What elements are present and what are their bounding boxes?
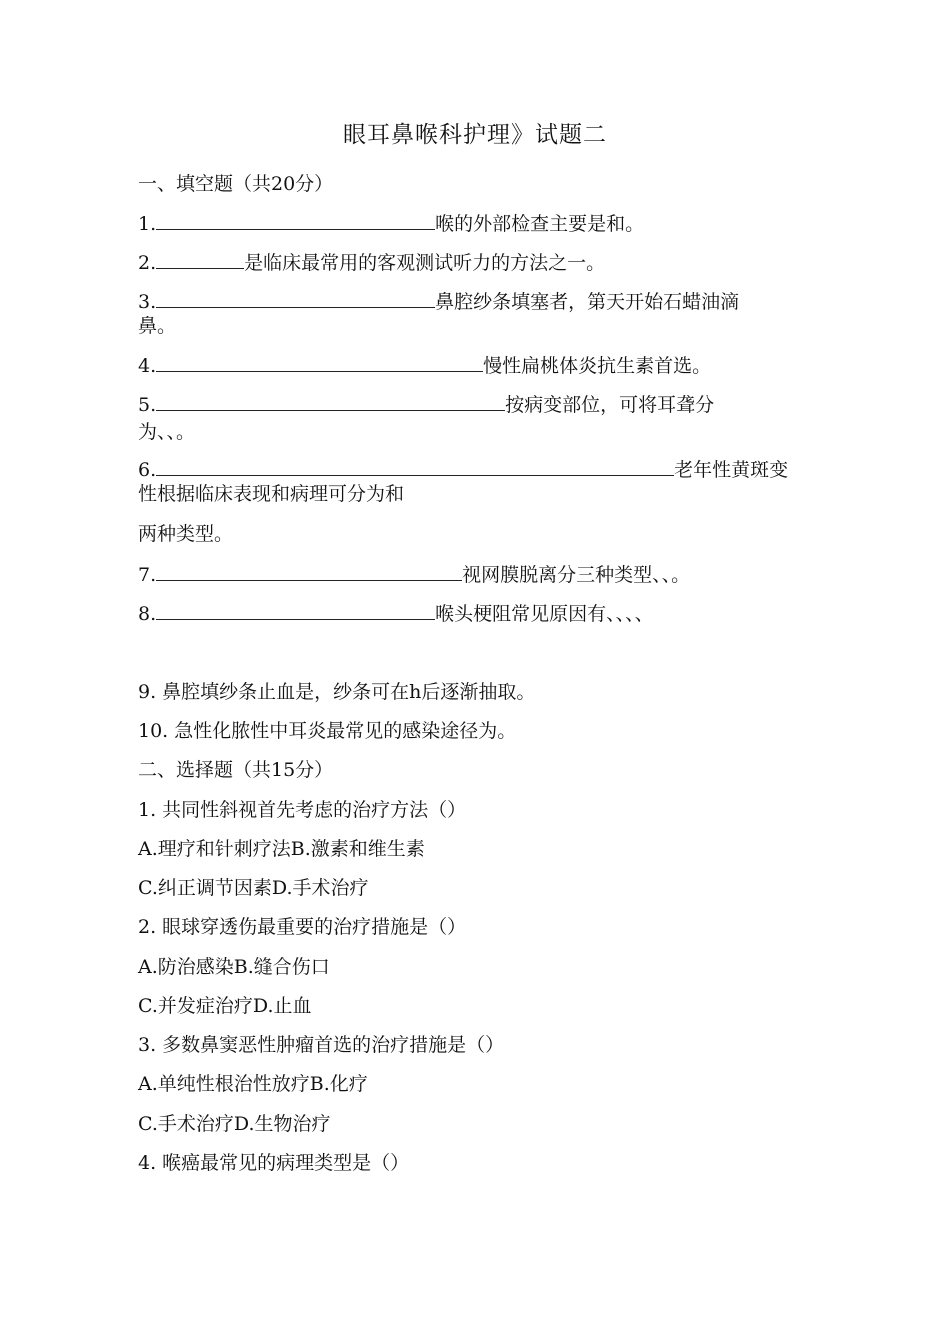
answer-blank [156,353,483,372]
choice-question-2: 2. 眼球穿透伤最重要的治疗措施是（） [138,916,467,938]
choice-question-3: 3. 多数鼻窦恶性肿瘤首选的治疗措施是（） [138,1034,505,1056]
question-text: 喉头梗阻常见原因有、、、、 [435,603,654,625]
choice-question-4: 4. 喉癌最常见的病理类型是（） [138,1152,410,1174]
fill-question-1 [138,211,828,236]
question-number: 2. [138,252,157,274]
choice-options-1cd: C.纠正调节因素D.手术治疗 [138,877,369,899]
choice-question-1: 1. 共同性斜视首先考虑的治疗方法（） [138,799,467,821]
fill-question-2 [138,250,828,275]
choice-options-3ab: A.单纯性根治性放疗B.化疗 [138,1073,368,1095]
answer-blank [156,457,674,476]
choice-options-2ab: A.防治感染B.缝合伤口 [138,956,330,978]
fill-question-5-continued: 为、、。 [138,421,196,443]
answer-blank [156,250,244,269]
answer-blank [156,289,435,308]
document-title: 眼耳鼻喉科护理》试题二 [343,122,607,148]
question-text: 按病变部位，可将耳聋分 [505,394,715,416]
fill-question-3 [138,289,828,314]
fill-question-6-continued-2: 两种类型。 [138,523,234,545]
choice-options-3cd: C.手术治疗D.生物治疗 [138,1113,331,1135]
question-number: 4. [138,355,157,377]
question-text: 喉的外部检查主要是和。 [435,213,645,235]
section2-heading: 二、选择题（共15分） [138,759,334,781]
question-number: 6. [138,459,157,481]
section1-heading: 一、填空题（共20分） [138,173,334,195]
answer-blank [156,562,462,581]
fill-question-5 [138,392,828,417]
question-text: 慢性扁桃体炎抗生素首选。 [483,355,712,377]
question-text: 鼻腔纱条填塞者，第天开始石蜡油滴 [435,291,740,313]
fill-question-6 [138,457,828,482]
question-number: 8. [138,603,157,625]
answer-blank [156,392,505,411]
fill-question-10: 10. 急性化脓性中耳炎最常见的感染途径为。 [138,720,517,742]
question-text: 视网膜脱离分三种类型、、。 [462,564,691,586]
question-number: 3. [138,291,157,313]
fill-question-3-continued: 鼻。 [138,315,177,337]
choice-options-2cd: C.并发症治疗D.止血 [138,995,312,1017]
fill-question-4 [138,353,828,378]
fill-question-9: 9. 鼻腔填纱条止血是，纱条可在h后逐渐抽取。 [138,681,536,703]
fill-question-8 [138,601,828,626]
fill-question-7 [138,562,828,587]
question-text: 是临床最常用的客观测试听力的方法之一。 [244,252,606,274]
question-number: 5. [138,394,157,416]
question-number: 7. [138,564,157,586]
choice-options-1ab: A.理疗和针刺疗法B.激素和维生素 [138,838,425,860]
question-text: 老年性黄斑变 [674,459,789,481]
fill-question-6-continued: 性根据临床表现和病理可分为和 [138,483,405,505]
answer-blank [156,601,435,620]
question-number: 1. [138,213,157,235]
answer-blank [156,211,435,230]
